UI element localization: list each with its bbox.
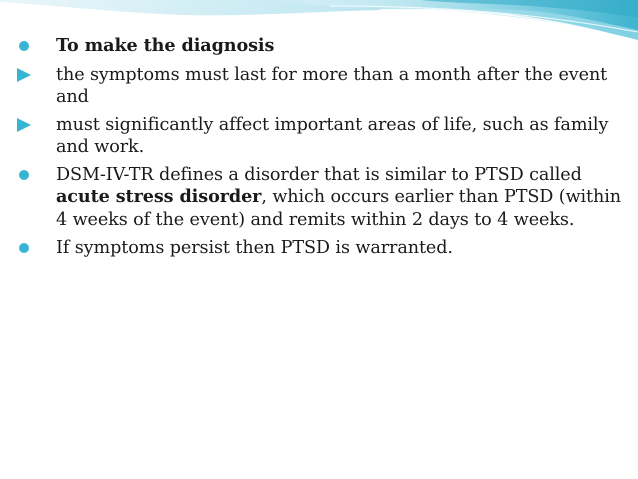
list-item bbox=[16, 114, 631, 159]
list-item bbox=[16, 164, 631, 232]
item-text: DSM-IV-TR defines a disorder that is similar to PTSD called bbox=[56, 164, 582, 185]
list-item bbox=[16, 35, 631, 58]
list-item bbox=[16, 64, 631, 109]
item-text: , which occurs earlier than PTSD (within 4 weeks of the event) and remits within 2 days to 4 weeks. bbox=[56, 187, 622, 230]
bold-text: acute stress disorder bbox=[56, 186, 262, 207]
dot-bullet-icon bbox=[16, 164, 56, 186]
dot-bullet-icon bbox=[16, 237, 56, 259]
item-text: the symptoms must last for more than a month after the event and bbox=[56, 64, 608, 107]
list-item bbox=[16, 237, 631, 260]
bullet-list bbox=[16, 35, 631, 266]
item-text: If symptoms persist then PTSD is warranted. bbox=[56, 238, 453, 258]
arrow-bullet-icon bbox=[16, 114, 56, 136]
item-text: must significantly affect important areas of life, such as family and work. bbox=[56, 114, 609, 157]
arrow-bullet-icon bbox=[16, 64, 56, 86]
bold-text: To make the diagnosis bbox=[56, 35, 275, 56]
dot-bullet-icon bbox=[16, 35, 56, 57]
